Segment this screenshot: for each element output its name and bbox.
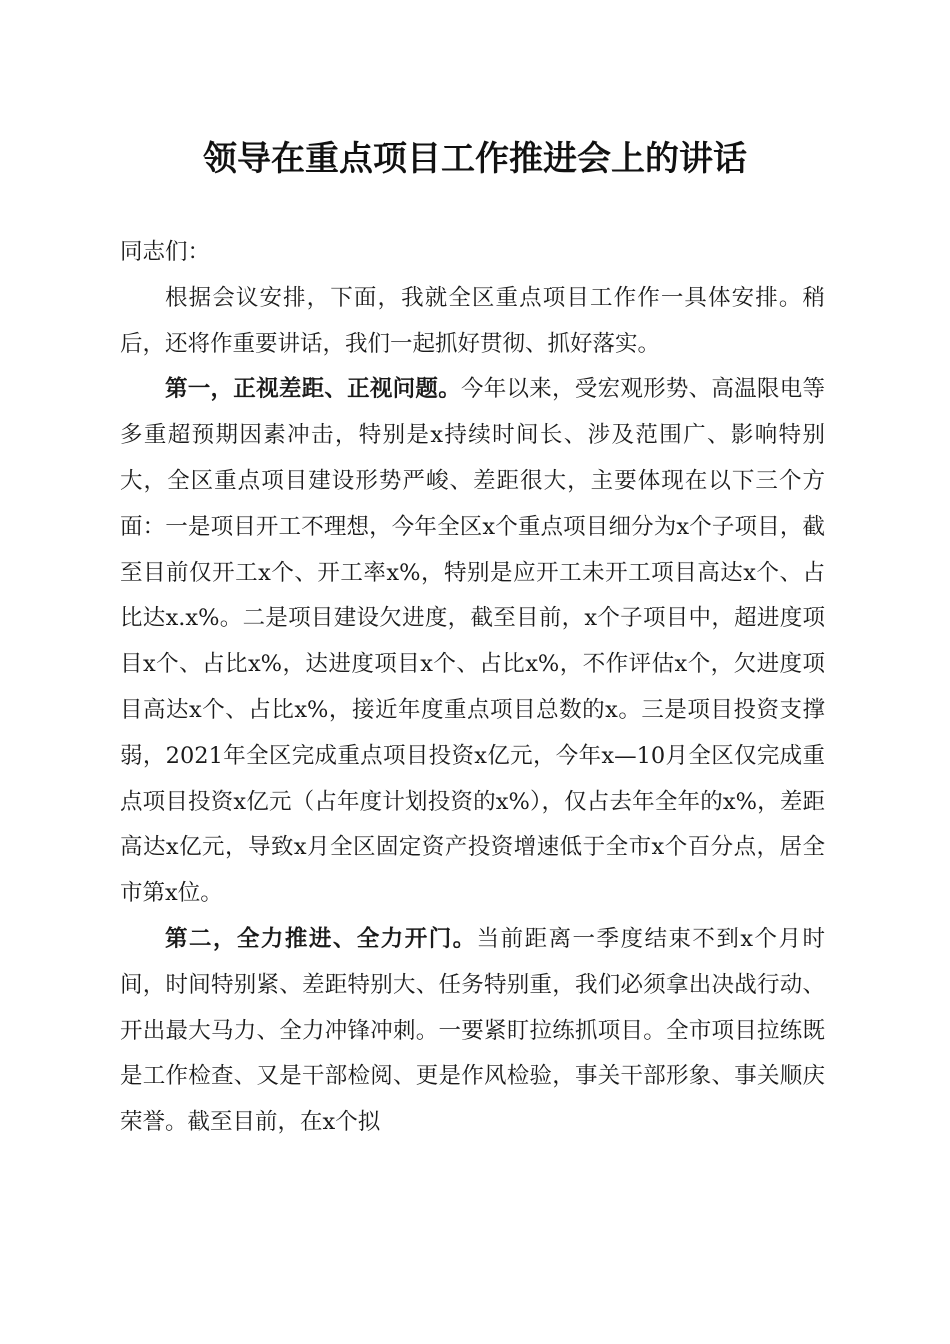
paragraph-text: 根据会议安排，下面，我就全区重点项目工作作一具体安排。稍后，还将作重要讲话，我们一起抓好贯彻、抓好落实。 xyxy=(120,284,825,357)
paragraph-text: 今年以来，受宏观形势、高温限电等多重超预期因素冲击，特别是x持续时间长、涉及范围广、影响特别大，全区重点项目建设形势严峻、差距很大，主要体现在以下三个方面：一是项目开工不理想，今年全区x个重点项目细分为x个子项目，截至目前仅开工x个、开工率x%，特别是应开工未开工项目高达x个、占比达x.x%。二是项目建设欠进度，截至目前，x个子项目中，超进度项目x个、占比x%，达进度项目x个、占比x%，不作评估x个，欠进度项目高达x个、占比x%，接近年度重点项目总数的x。三是项目投资支撑弱，2021年全区完成重点项目投资x亿元，今年x—10月全区仅完成重点项目投资x亿元（占年度计划投资的x%），仅占去年全年的x%，差距高达x亿元，导致x月全区固定资产投资增速低于全市x个百分点，居全市第x位。 xyxy=(120,376,825,907)
paragraph-second xyxy=(120,917,825,1146)
paragraph-first xyxy=(120,367,825,917)
paragraph-heading: 第一，正视差距、正视问题。 xyxy=(165,376,461,403)
paragraph-heading: 第二，全力推进、全力开门。 xyxy=(165,925,477,952)
document-body xyxy=(120,230,825,1146)
page-title: 领导在重点项目工作推进会上的讲话 xyxy=(203,139,747,179)
salutation: 同志们： xyxy=(120,239,211,265)
paragraph-intro xyxy=(120,276,825,368)
paragraph-text: 当前距离一季度结束不到x个月时间，时间特别紧、差距特别大、任务特别重，我们必须拿出决战行动、开出最大马力、全力冲锋冲刺。一要紧盯拉练抓项目。全市项目拉练既是工作检查、又是干部检阅、更是作风检验，事关干部形象、事关顺庆荣誉。截至目前，在x个拟 xyxy=(120,925,825,1136)
